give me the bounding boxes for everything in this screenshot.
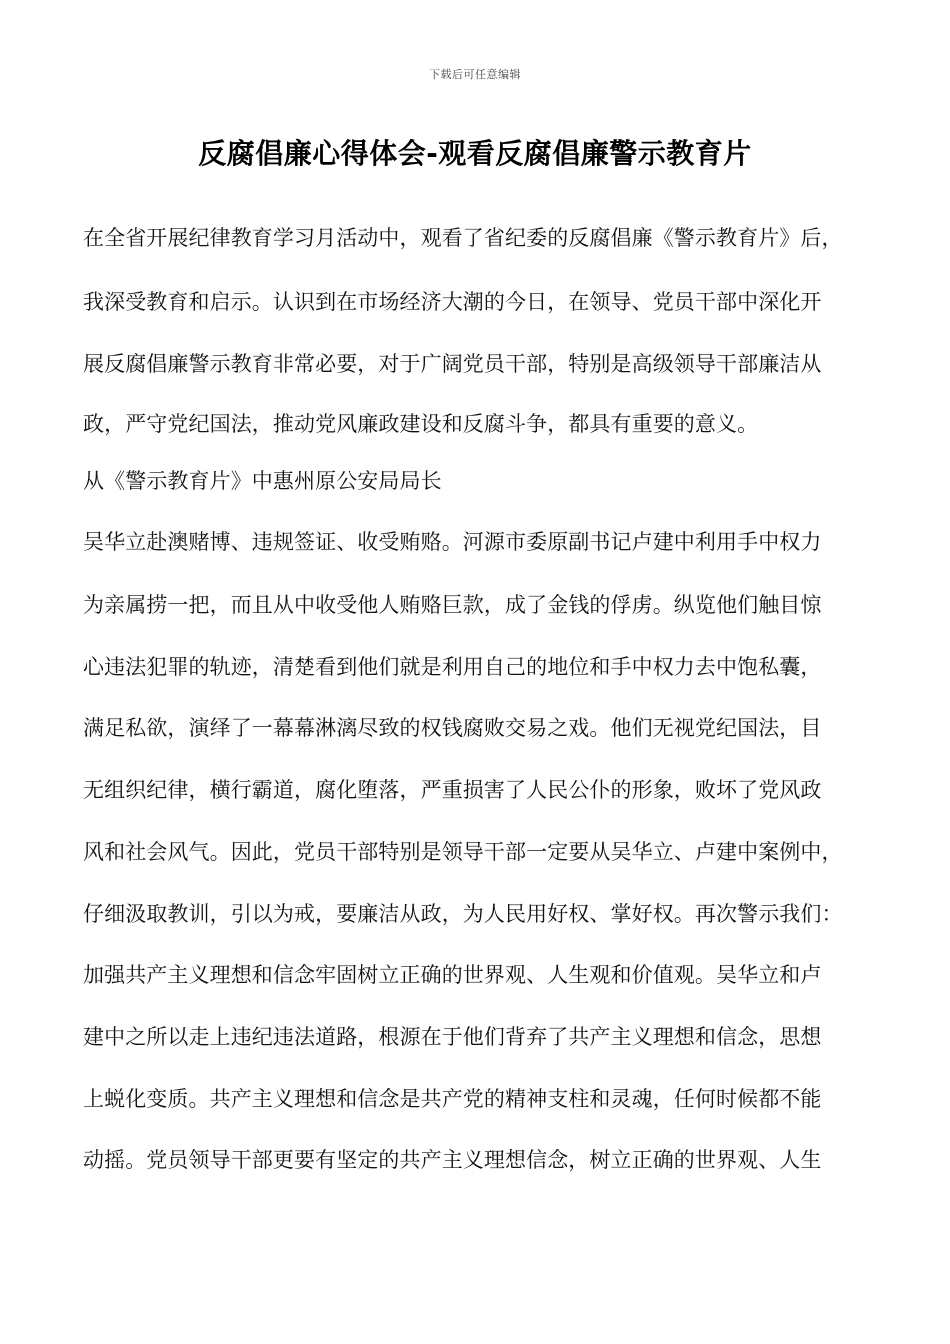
body-line: 仔细汲取教训，引以为戒，要廉洁从政，为人民用好权、掌好权。再次警示我们： [83,902,843,926]
body-line: 我深受教育和启示。认识到在市场经济大潮的今日，在领导、党员干部中深化开 [83,290,822,314]
body-line: 在全省开展纪律教育学习月活动中，观看了省纪委的反腐倡廉《警示教育片》后， [83,226,843,250]
body-line: 加强共产主义理想和信念牢固树立正确的世界观、人生观和价值观。吴华立和卢 [83,963,822,987]
body-line: 满足私欲，演绎了一幕幕淋漓尽致的权钱腐败交易之戏。他们无视党纪国法，目 [83,716,822,740]
document-title: 反腐倡廉心得体会-观看反腐倡廉警示教育片 [198,137,752,170]
body-line: 为亲属捞一把，而且从中收受他人贿赂巨款，成了金钱的俘虏。纵览他们触目惊 [83,593,822,617]
body-line: 上蜕化变质。共产主义理想和信念是共产党的精神支柱和灵魂，任何时候都不能 [83,1087,822,1111]
body-line: 无组织纪律，横行霸道，腐化堕落，严重损害了人民公仆的形象，败坏了党风政 [83,778,822,802]
body-line: 建中之所以走上违纪违法道路，根源在于他们背弃了共产主义理想和信念，思想 [83,1025,822,1049]
body-line: 展反腐倡廉警示教育非常必要，对于广阔党员干部，特别是高级领导干部廉洁从 [83,352,822,376]
body-line: 从《警示教育片》中惠州原公安局局长 [83,469,442,493]
body-line: 动摇。党员领导干部更要有坚定的共产主义理想信念，树立正确的世界观、人生 [83,1148,822,1172]
body-line: 吴华立赴澳赌博、违规签证、收受贿赂。河源市委原副书记卢建中利用手中权力 [83,530,822,554]
header-note: 下载后可任意编辑 [429,68,521,81]
body-line: 心违法犯罪的轨迹，清楚看到他们就是利用自己的地位和手中权力去中饱私囊， [83,655,822,679]
body-line: 风和社会风气。因此，党员干部特别是领导干部一定要从吴华立、卢建中案例中， [83,840,843,864]
body-line: 政，严守党纪国法，推动党风廉政建设和反腐斗争，都具有重要的意义。 [83,412,759,436]
